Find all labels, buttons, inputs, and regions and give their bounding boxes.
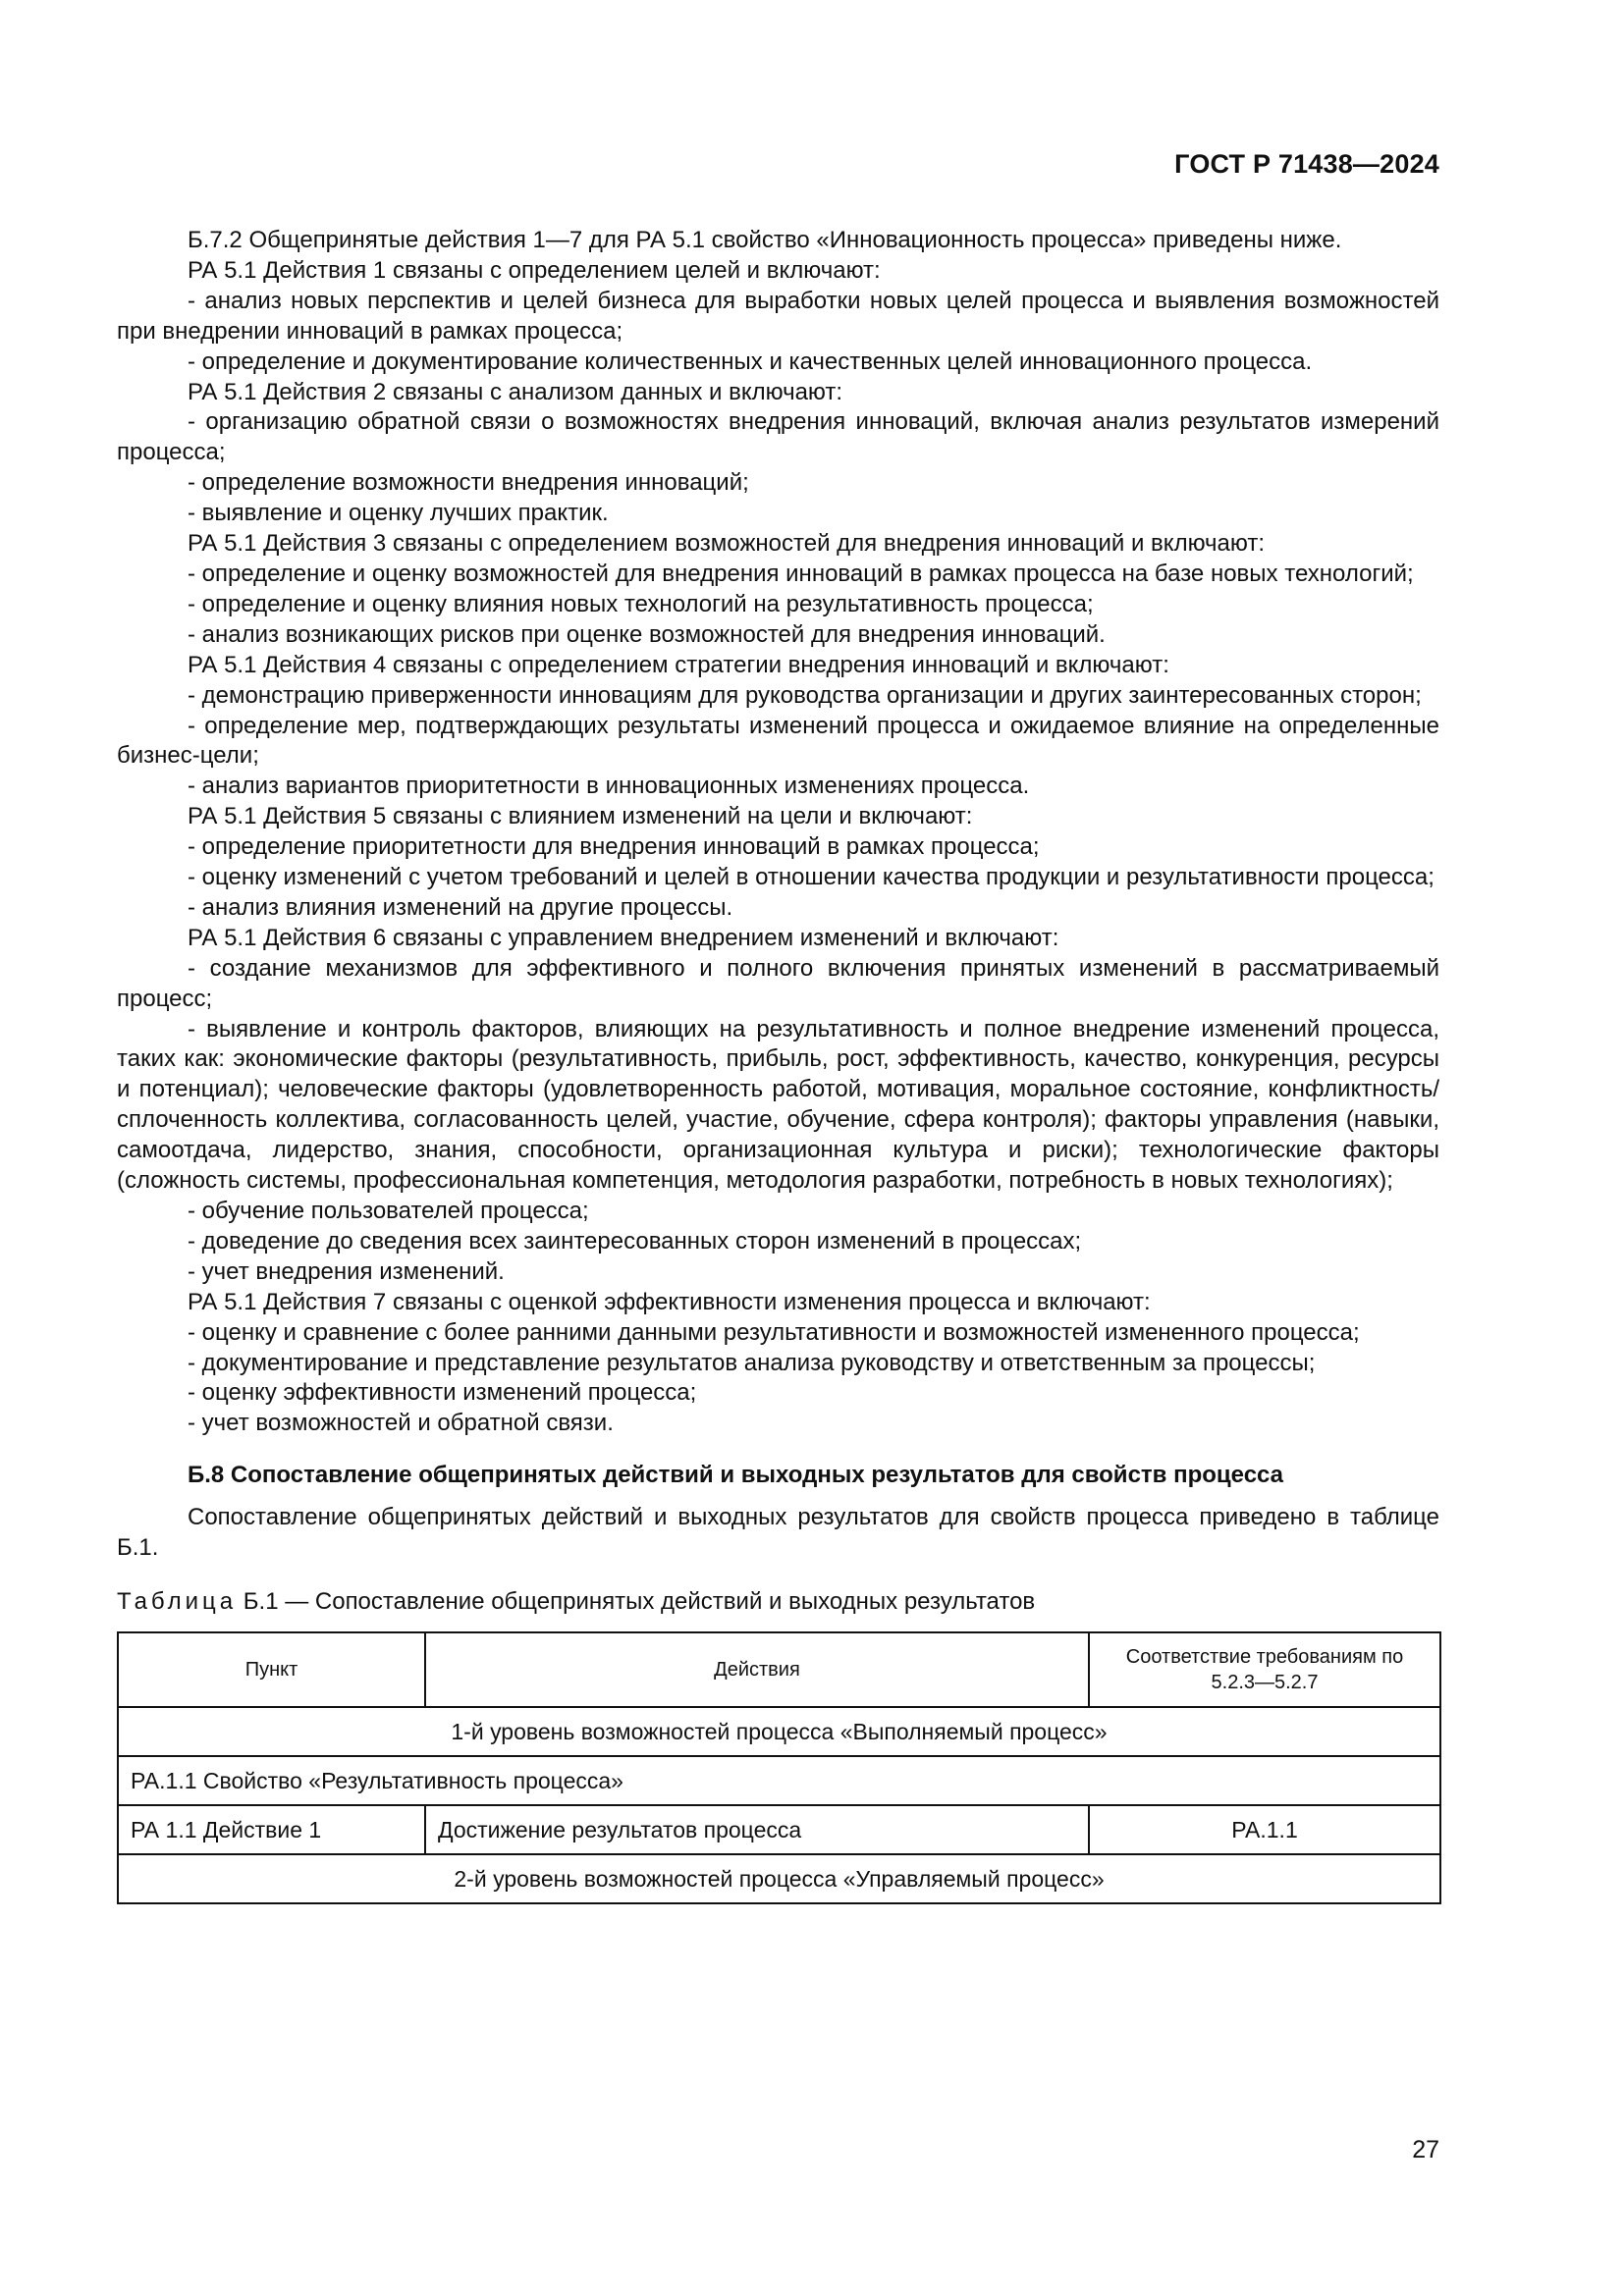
section-title: Б.8 Сопоставление общепринятых действий и выходных результатов для свойств процесса bbox=[188, 1462, 1284, 1489]
paragraph: РА 5.1 Действия 4 связаны с определением стратегии внедрения инноваций и включают: bbox=[188, 651, 1169, 678]
level-2-heading: 2-й уровень возможностей процесса «Управляемый процесс» bbox=[118, 1854, 1440, 1903]
table-header-row bbox=[118, 1632, 1440, 1707]
table-row bbox=[118, 1707, 1440, 1756]
list-item: - оценку эффективности изменений процесса; bbox=[188, 1379, 697, 1407]
item-cell: РА 1.1 Действие 1 bbox=[118, 1805, 425, 1854]
paragraph: РА 5.1 Действия 7 связаны с оценкой эффективности изменения процесса и включают: bbox=[188, 1288, 1151, 1315]
list-item: - организацию обратной связи о возможностях внедрения инноваций, включая анализ результатов измерений процесса; bbox=[117, 408, 1439, 466]
requirement-cell: РА.1.1 bbox=[1089, 1805, 1440, 1854]
list-item: - обучение пользователей процесса; bbox=[188, 1198, 589, 1224]
table-row bbox=[118, 1756, 1440, 1805]
column-header-item: Пункт bbox=[118, 1632, 425, 1707]
list-item: - документирование и представление результатов анализа руководству и ответственным за процессы; bbox=[188, 1349, 1316, 1376]
list-item: - определение мер, подтверждающих результаты изменений процесса и ожидаемое влияние на определенные бизнес-цели; bbox=[117, 712, 1439, 770]
table-caption bbox=[117, 1587, 1439, 1618]
standard-header: ГОСТ Р 71438—2024 bbox=[1174, 149, 1439, 179]
list-item: - определение и оценку возможностей для внедрения инноваций в рамках процесса на базе новых технологий; bbox=[188, 560, 1414, 587]
table-row bbox=[118, 1805, 1440, 1854]
list-item: - анализ возникающих рисков при оценке возможностей для внедрения инноваций. bbox=[188, 620, 1106, 648]
list-item: - оценку изменений с учетом требований и целей в отношении качества продукции и результативности процесса; bbox=[188, 864, 1435, 891]
level-1-heading: 1-й уровень возможностей процесса «Выполняемый процесс» bbox=[118, 1707, 1440, 1756]
column-header-requirements: Соответствие требованиям по 5.2.3—5.2.7 bbox=[1089, 1632, 1440, 1707]
paragraph: РА 5.1 Действия 5 связаны с влиянием изменений на цели и включают: bbox=[188, 803, 973, 830]
list-item: - определение возможности внедрения инноваций; bbox=[188, 469, 749, 497]
comparison-table bbox=[117, 1631, 1441, 1904]
list-item: - выявление и контроль факторов, влияющих на результативность и полное внедрение изменений процесса, таких как: экономические факторы (результативность, прибыль, рост, эффективность, качество, конкуренция, ресурсы и потенциал); человеческие факторы (удовлетворенность работой, мотивация, моральное состояние, конфликтность/сплоченность коллектива, согласованность целей, участие, обучение, сфера контроля); факторы управления (навыки, самоотдача, лидерство, знания, способности, организационная культура и риски); технологические факторы (сложность системы, профессиональная компетенция, методология разработки, потребность в новых технологиях); bbox=[117, 1015, 1439, 1195]
section-intro: Сопоставление общепринятых действий и выходных результатов для свойств процесса приведено в таблице Б.1. bbox=[117, 1504, 1439, 1562]
action-cell: Достижение результатов процесса bbox=[425, 1805, 1089, 1854]
paragraph: РА 5.1 Действия 3 связаны с определением возможностей для внедрения инноваций и включают: bbox=[188, 530, 1266, 558]
paragraph: РА 5.1 Действия 6 связаны с управлением внедрением изменений и включают: bbox=[188, 924, 1059, 951]
property-heading: РА.1.1 Свойство «Результативность процесса» bbox=[118, 1756, 1440, 1805]
list-item: - учет возможностей и обратной связи. bbox=[188, 1410, 614, 1437]
list-item: - анализ влияния изменений на другие процессы. bbox=[188, 893, 733, 921]
paragraph: РА 5.1 Действия 1 связаны с определением целей и включают: bbox=[188, 256, 881, 284]
table-row bbox=[118, 1854, 1440, 1903]
table-caption-text: Б.1 — Сопоставление общепринятых действий и выходных результатов bbox=[243, 1587, 1036, 1615]
list-item: - определение и документирование количественных и качественных целей инновационного процесса. bbox=[188, 347, 1313, 375]
paragraph: Б.7.2 Общепринятые действия 1—7 для РА 5.1 свойство «Инновационность процесса» приведены ниже. bbox=[188, 227, 1342, 253]
body-text bbox=[117, 226, 1439, 1904]
list-item: - демонстрацию приверженности инновациям для руководства организации и других заинтересованных сторон; bbox=[188, 681, 1422, 709]
list-item: - учет внедрения изменений. bbox=[188, 1257, 505, 1285]
list-item: - анализ новых перспектив и целей бизнеса для выработки новых целей процесса и выявления возможностей при внедрении инноваций в рамках процесса; bbox=[117, 287, 1439, 345]
table-caption-label: Таблица bbox=[117, 1587, 238, 1615]
list-item: - определение и оценку влияния новых технологий на результативность процесса; bbox=[188, 590, 1094, 617]
page-number: 27 bbox=[1412, 2136, 1439, 2163]
list-item: - анализ вариантов приоритетности в инновационных изменениях процесса. bbox=[188, 773, 1030, 800]
column-header-actions: Действия bbox=[425, 1632, 1089, 1707]
list-item: - выявление и оценку лучших практик. bbox=[188, 500, 609, 527]
list-item: - определение приоритетности для внедрения инноваций в рамках процесса; bbox=[188, 833, 1040, 861]
list-item: - создание механизмов для эффективного и полного включения принятых изменений в рассматриваемый процесс; bbox=[117, 954, 1439, 1012]
list-item: - оценку и сравнение с более ранними данными результативности и возможностей измененного процесса; bbox=[188, 1318, 1360, 1346]
paragraph: РА 5.1 Действия 2 связаны с анализом данных и включают: bbox=[188, 378, 843, 405]
list-item: - доведение до сведения всех заинтересованных сторон изменений в процессах; bbox=[188, 1227, 1082, 1255]
